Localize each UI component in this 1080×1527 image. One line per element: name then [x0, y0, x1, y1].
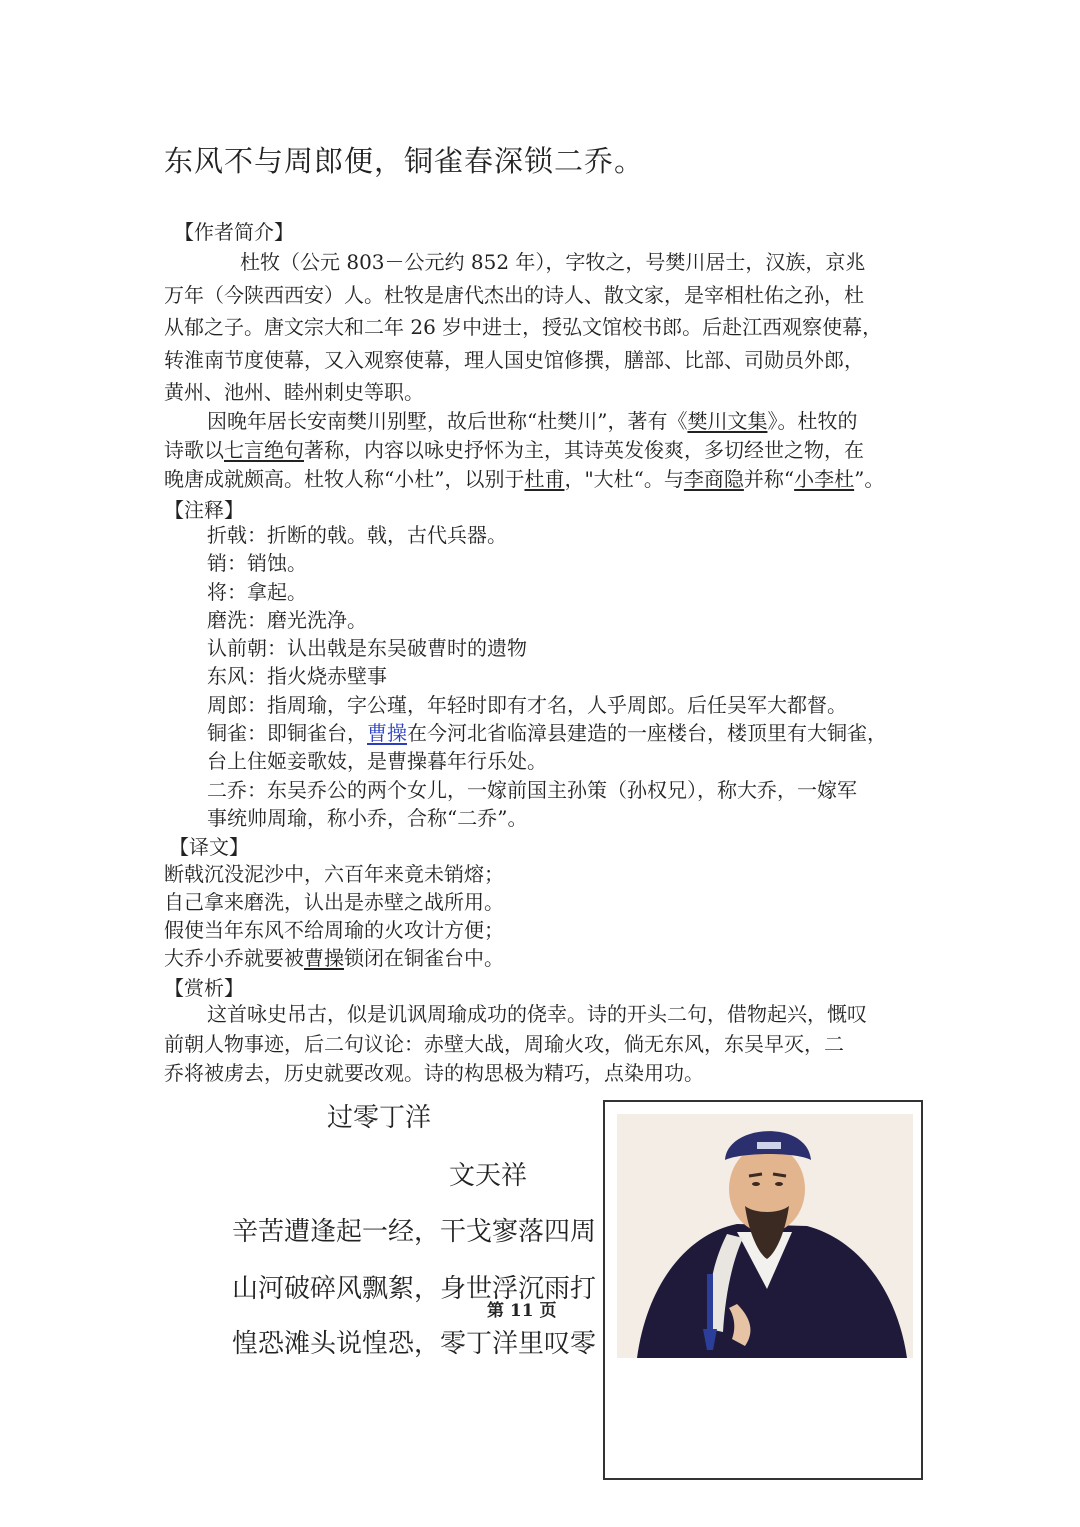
- appreciation-line: 乔将被虏去，历史就要改观。诗的构思极为精巧，点染用功。: [164, 1061, 704, 1085]
- poem-title: 过零丁洋: [327, 1103, 432, 1133]
- note-line: 二乔：东吴乔公的两个女儿，一嫁前国主孙策（孙权兄），称大乔，一嫁军: [207, 778, 857, 802]
- translation-heading: 【译文】: [169, 835, 249, 859]
- portrait-frame: [603, 1100, 923, 1480]
- link-fanchuan-wenji[interactable]: 樊川文集: [687, 409, 768, 433]
- author-intro-line: 从郁之子。唐文宗大和二年 26 岁中进士，授弘文馆校书郎。后赴江西观察使幕，: [164, 315, 883, 339]
- translation-line: 断戟沉没泥沙中，六百年来竟未销熔；: [164, 862, 504, 886]
- note-line: 周郎：指周瑜，字公瑾，年轻时即有才名，人乎周郎。后任吴军大都督。: [207, 693, 847, 717]
- link-li-shangyin[interactable]: 李商隐: [683, 467, 744, 491]
- note-line: 铜雀：即铜雀台，曹操在今河北省临漳县建造的一座楼台，楼顶里有大铜雀，: [207, 721, 887, 745]
- notes-heading: 【注释】: [164, 498, 244, 522]
- author-intro-line: 因晚年居长安南樊川别墅，故后世称“杜樊川”，著有《樊川文集》。杜牧的: [207, 409, 858, 433]
- author-intro-line: 杜牧（公元 803－公元约 852 年），字牧之，号樊川居士，汉族，京兆: [240, 250, 866, 274]
- author-intro-line: 晚唐成就颇高。杜牧人称“小杜”，以别于杜甫，"大杜“。与李商隐并称“小李杜”。: [164, 467, 885, 491]
- author-intro-line: 黄州、池州、睦州刺史等职。: [164, 380, 424, 404]
- poem-line: 辛苦遭逢起一经，干戈寥落四周: [232, 1217, 597, 1247]
- link-xiao-li-du[interactable]: 小李杜: [794, 467, 855, 491]
- note-line: 东风：指火烧赤壁事: [207, 664, 387, 688]
- author-intro-line: 万年（今陕西西安）人。杜牧是唐代杰出的诗人、散文家，是宰相杜佑之孙，杜: [164, 283, 864, 307]
- appreciation-heading: 【赏析】: [164, 976, 244, 1000]
- note-line: 台上住姬妾歌妓，是曹操暮年行乐处。: [207, 749, 547, 773]
- note-line: 销：销蚀。: [207, 551, 307, 575]
- appreciation-line: 这首咏史吊古，似是讥讽周瑜成功的侥幸。诗的开头二句，借物起兴，慨叹: [207, 1002, 867, 1026]
- link-du-fu[interactable]: 杜甫: [524, 467, 565, 491]
- poem-closing-line: 东风不与周郎便，铜雀春深锁二乔。: [164, 144, 645, 178]
- link-qiyan-jueju[interactable]: 七言绝句: [224, 438, 304, 462]
- appreciation-line: 前朝人物事迹，后二句议论：赤壁大战，周瑜火攻，倘无东风，东吴早灭，二: [164, 1032, 844, 1056]
- poem-line: 惶恐滩头说惶恐，零丁洋里叹零: [232, 1329, 597, 1359]
- link-cao-cao-2[interactable]: 曹操: [304, 946, 344, 970]
- portrait-image: [617, 1114, 913, 1358]
- author-intro-heading: 【作者简介】: [174, 220, 294, 244]
- translation-line: 假使当年东风不给周瑜的火攻计方便；: [164, 918, 504, 942]
- note-line: 事统帅周瑜，称小乔，合称“二乔”。: [207, 806, 528, 830]
- author-intro-line: 诗歌以七言绝句著称，内容以咏史抒怀为主，其诗英发俊爽，多切经世之物，在: [164, 438, 864, 462]
- translation-line: 自己拿来磨洗，认出是赤壁之战所用。: [164, 890, 504, 914]
- poem-line: 山河破碎风飘絮，身世浮沉雨打: [232, 1274, 597, 1304]
- link-cao-cao[interactable]: 曹操: [367, 721, 407, 745]
- poem-author: 文天祥: [449, 1161, 528, 1191]
- note-line: 将：拿起。: [207, 580, 307, 604]
- note-line: 折戟：折断的戟。戟，古代兵器。: [207, 523, 507, 547]
- author-intro-line: 转淮南节度使幕，又入观察使幕，理人国史馆修撰，膳部、比部、司勋员外郎，: [164, 348, 864, 372]
- note-line: 认前朝：认出戟是东吴破曹时的遗物: [207, 636, 527, 660]
- page-number: 第 11 页: [487, 1301, 557, 1321]
- translation-line: 大乔小乔就要被曹操锁闭在铜雀台中。: [164, 946, 504, 970]
- note-line: 磨洗：磨光洗净。: [207, 608, 367, 632]
